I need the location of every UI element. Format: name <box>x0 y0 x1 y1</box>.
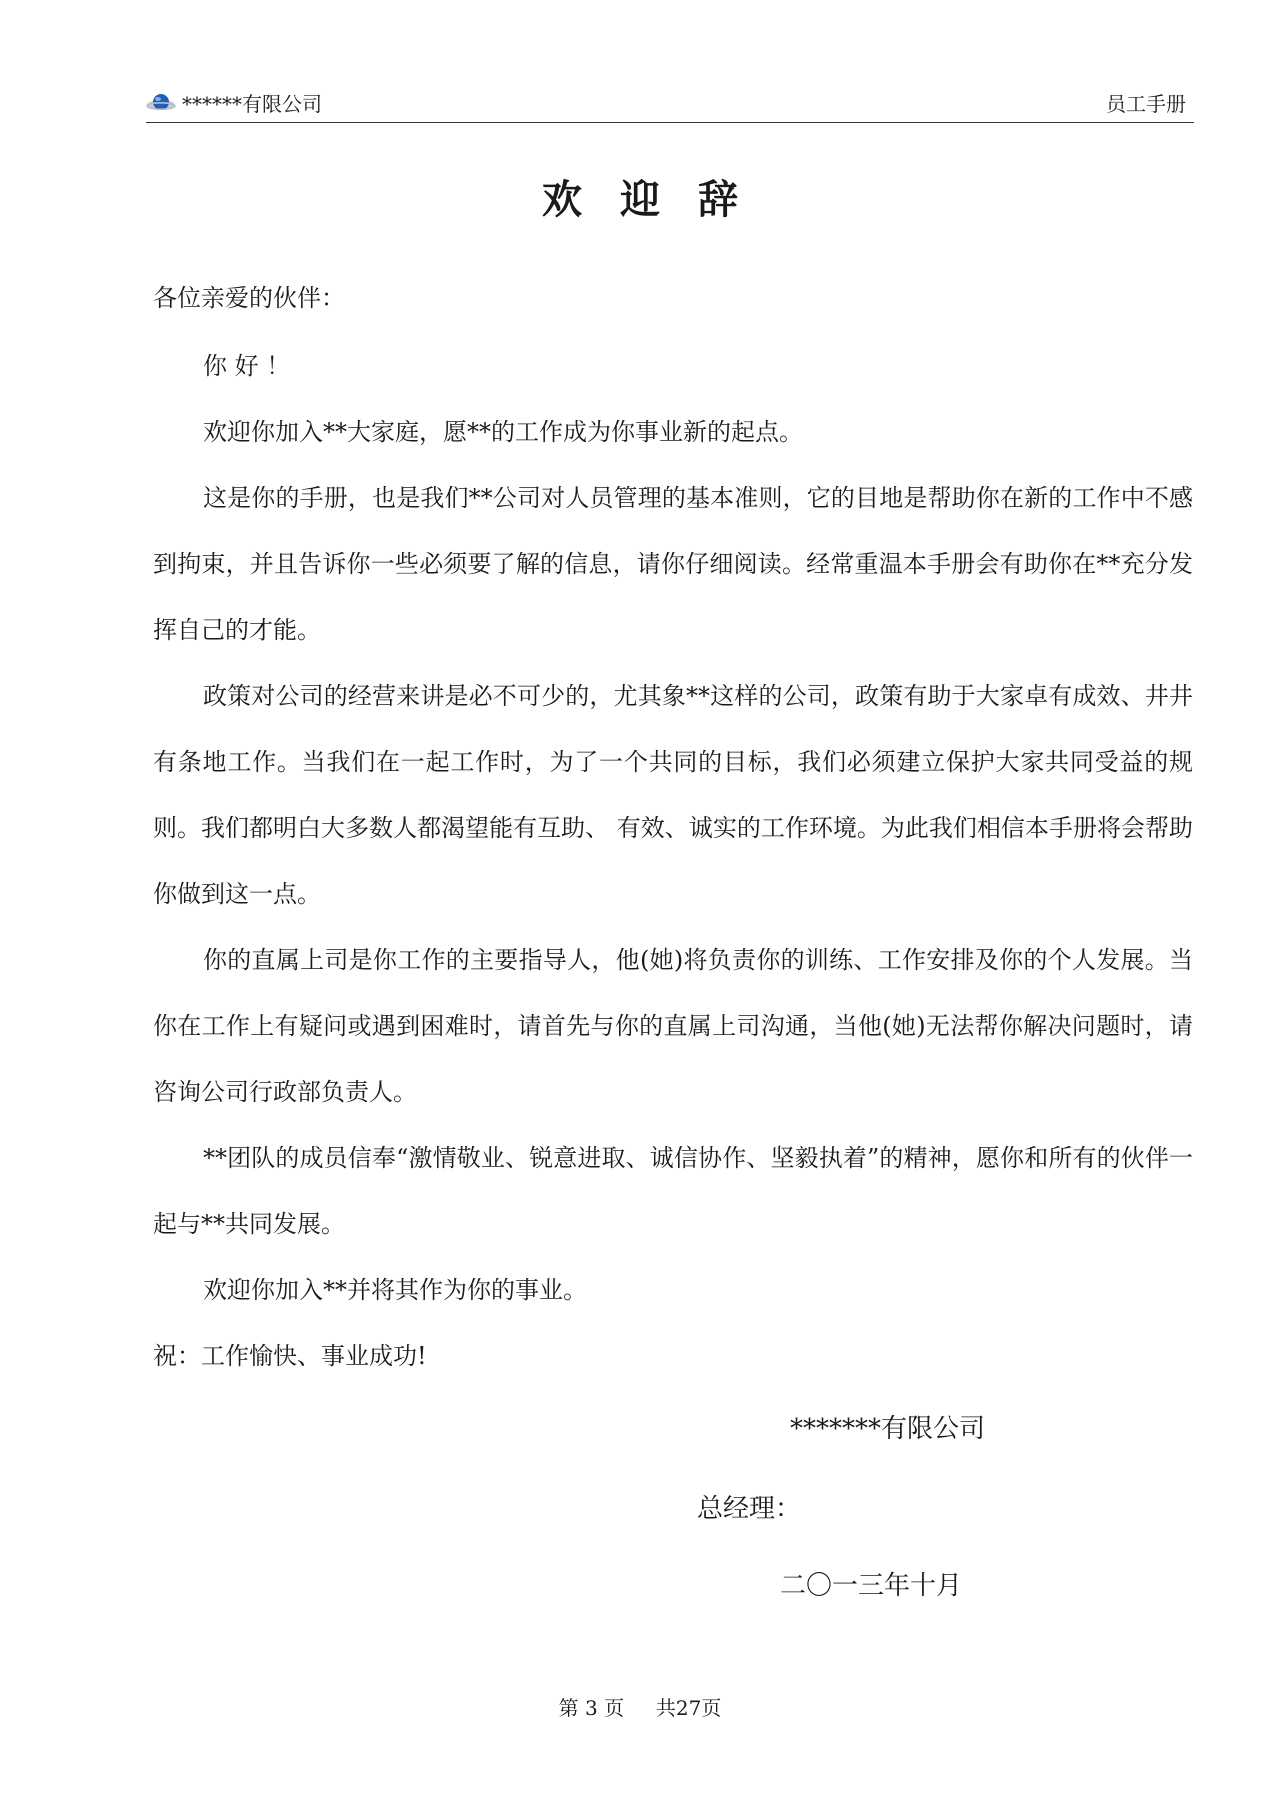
page-total <box>630 1696 649 1720</box>
paragraph-1: 欢迎你加入**大家庭，愿**的工作成为你事业新的起点。 <box>203 418 803 446</box>
header-company <box>146 88 322 117</box>
signature-date: 二〇一三年十月 <box>780 1571 963 1601</box>
total-pages: 共27页 <box>655 1696 722 1720</box>
salutation: 各位亲爱的伙伴： <box>153 284 345 312</box>
document-title: 欢迎辞 <box>542 176 776 223</box>
page-number: 第 3 页 <box>558 1696 625 1720</box>
signature-company: *******有限公司 <box>790 1414 986 1444</box>
paragraph-3: 政策对公司的经营来讲是必不可少的，尤其象**这样的公司，政策有助于大家卓有成效、井井有条地工作。当我们在一起工作时，为了一个共同的目标，我们必须建立保护大家共同受益的规则。我们都明白大多数人都渴望能有互助、 有效、诚实的工作环境。为此我们相信本手册将会帮助你做到这一点。 <box>153 682 1193 908</box>
header-company-name: ******有限公司 <box>182 92 322 116</box>
paragraph-5: **团队的成员信奉“激情敬业、锐意进取、诚信协作、坚毅执着”的精神，愿你和所有的伙伴一起与**共同发展。 <box>153 1144 1193 1238</box>
letter-body <box>153 265 1193 1389</box>
header-handbook-label: 员工手册 <box>1106 92 1186 116</box>
signature-general-manager: 总经理： <box>697 1494 802 1524</box>
page-header <box>146 86 1194 123</box>
closing-wish: 祝：工作愉快、事业成功! <box>153 1342 427 1370</box>
company-logo-icon <box>146 91 176 115</box>
paragraph-2: 这是你的手册，也是我们**公司对人员管理的基本准则，它的目地是帮助你在新的工作中不感到拘束，并且告诉你一些必须要了解的信息，请你仔细阅读。经常重温本手册会有助你在**充分发挥自己的才能。 <box>153 484 1193 644</box>
paragraph-6: 欢迎你加入**并将其作为你的事业。 <box>203 1276 587 1304</box>
page-footer <box>0 1692 1280 1721</box>
paragraph-4: 你的直属上司是你工作的主要指导人，他(她)将负责你的训练、工作安排及你的个人发展。当你在工作上有疑问或遇到困难时，请首先与你的直属上司沟通，当他(她)无法帮你解决问题时，请咨询公司行政部负责人。 <box>153 946 1193 1106</box>
greeting: 你 好 ！ <box>203 352 291 380</box>
